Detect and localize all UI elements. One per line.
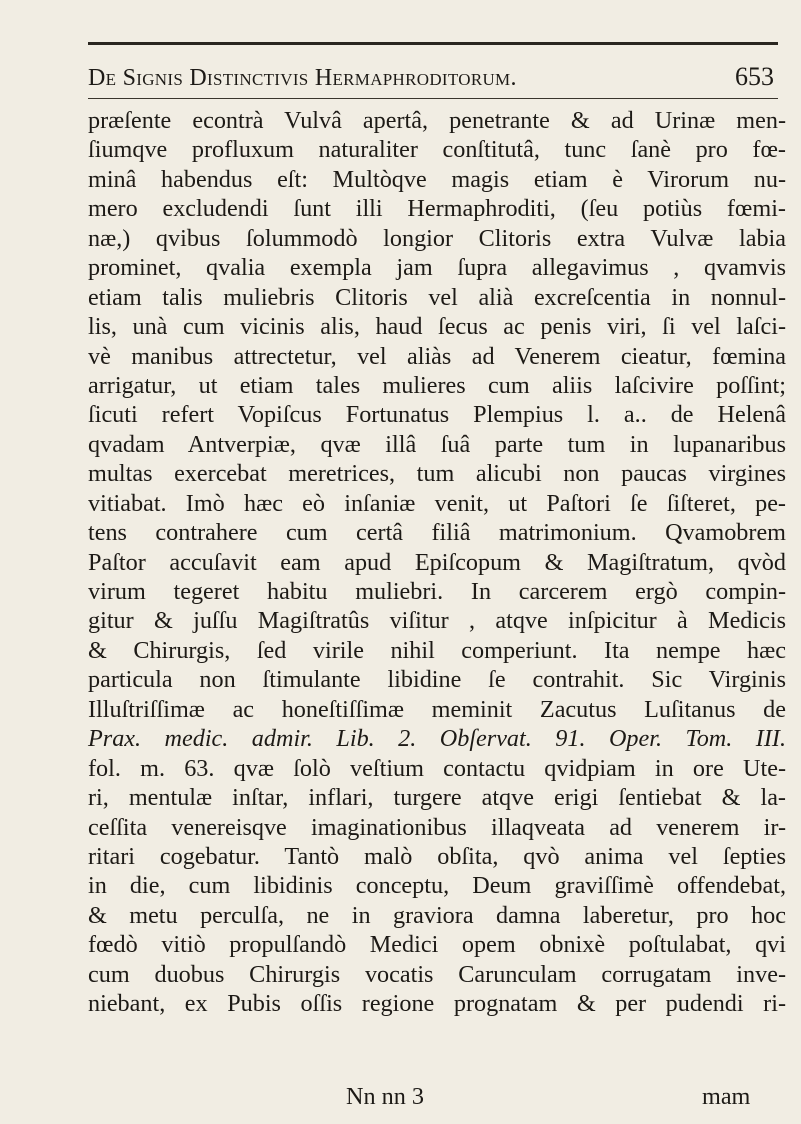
text-line: qvadam Antverpiæ, qvæ illâ ſuâ parte tum in lupanaribus [88, 430, 786, 458]
text-line: ſiumqve profluxum naturaliter conſtitutâ, tunc ſanè pro fœ- [88, 136, 786, 164]
text-line: minâ habendus eſt: Multòqve magis etiam è Virorum nu- [88, 165, 786, 193]
body-text [88, 106, 786, 1019]
catchword: mam [702, 1083, 751, 1110]
text-line: cum duobus Chirurgis vocatis Carunculam corrugatam inve- [88, 960, 786, 988]
text-line: fœdò vitiò propulſandò Medici opem obnixè poſtulabat, qvi [88, 931, 786, 959]
top-rule [88, 42, 778, 45]
page-number: 653 [735, 62, 774, 91]
text-line: in die, cum libidinis conceptu, Deum graviſſimè offendebat, [88, 872, 786, 900]
text-line: præſente econtrà Vulvâ apertâ, penetrante & ad Urinæ men- [88, 107, 786, 134]
text-line: & Chirurgis, ſed virile nihil comperiunt. Ita nempe hæc [88, 636, 786, 664]
text-line: gitur & juſſu Magiſtratûs viſitur , atqve inſpicitur à Medicis [88, 607, 786, 635]
page-footer [88, 1083, 778, 1113]
text-line: prominet, qvalia exempla jam ſupra allegavimus , qvamvis [88, 254, 786, 282]
text-line: ſicuti refert Vopiſcus Fortunatus Plempius l. a.. de Helenâ [88, 401, 786, 429]
text-line: ritari cogebatur. Tantò malò obſita, qvò anima vel ſepties [88, 842, 786, 870]
text-line: ceſſita venereisqve imaginationibus illaqveata ad venerem ir- [88, 813, 786, 841]
text-line: Prax. medic. admir. Lib. 2. Obſervat. 91. Oper. Tom. III. [88, 725, 786, 753]
text-line: & metu perculſa, ne in graviora damna laberetur, pro hoc [88, 901, 786, 929]
text-line: arrigatur, ut etiam tales mulieres cum aliis laſcivire poſſint; [88, 371, 786, 399]
text-line: fol. m. 63. qvæ ſolò veſtium contactu qvidpiam in ore Ute- [88, 754, 786, 782]
header-rule [88, 98, 778, 99]
signature-mark: Nn nn 3 [346, 1083, 424, 1110]
text-line: Paſtor accuſavit eam apud Epiſcopum & Magiſtratum, qvòd [88, 548, 786, 576]
text-line: tens contrahere cum certâ filiâ matrimonium. Qvamobrem [88, 519, 786, 547]
text-line: etiam talis muliebris Clitoris vel alià excreſcentia in nonnul- [88, 283, 786, 311]
text-line: niebant, ex Pubis oſſis regione prognatam & per pudendi ri- [88, 990, 786, 1018]
text-line: næ,) qvibus ſolummodò longior Clitoris extra Vulvæ labia [88, 224, 786, 252]
text-line: multas exercebat meretrices, tum alicubi non paucas virgines [88, 460, 786, 488]
text-line: Illuſtriſſimæ ac honeſtiſſimæ meminit Zacutus Luſitanus de [88, 695, 786, 723]
text-line: lis, unà cum vicinis alis, haud ſecus ac penis viri, ſi vel laſci- [88, 313, 786, 341]
page-header [88, 48, 778, 92]
text-line: mero excludendi ſunt illi Hermaphroditi, (ſeu potiùs fœmi- [88, 195, 786, 223]
text-line: virum tegeret habitu muliebri. In carcerem ergò compin- [88, 578, 786, 605]
text-line: particula non ſtimulante libidine ſe contrahit. Sic Virginis [88, 666, 786, 694]
text-line: vè manibus attrectetur, vel aliàs ad Venerem cieatur, fœmina [88, 342, 786, 370]
text-line: vitiabat. Imò hæc eò inſaniæ venit, ut Paſtori ſe ſiſteret, pe- [88, 489, 786, 517]
running-title: De Signis Distinctivis Hermaphroditorum. [88, 65, 517, 91]
text-line: ri, mentulæ inſtar, inflari, turgere atqve erigi ſentiebat & la- [88, 784, 786, 812]
